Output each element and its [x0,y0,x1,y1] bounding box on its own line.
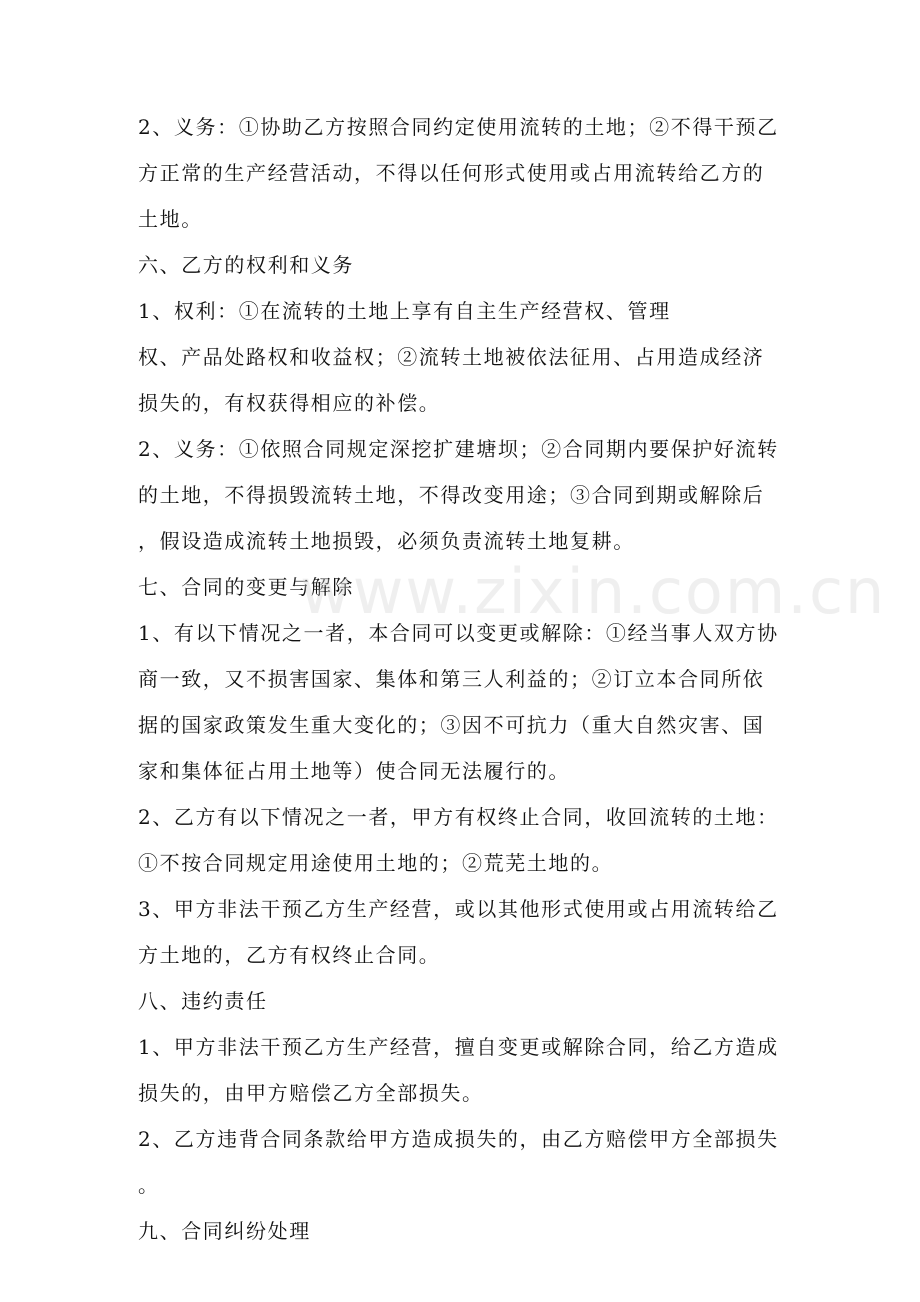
text-line: 家和集体征占用土地等）使合同无法履行的。 [138,759,570,783]
text-line: 2、义务：①协助乙方按照合同约定使用流转的土地；②不得干预乙 [138,115,779,139]
text-line: 方正常的生产经营活动，不得以任何形式使用或占用流转给乙方的 [138,161,765,185]
text-line: 的土地，不得损毁流转土地，不得改变用途；③合同到期或解除后 [138,483,765,507]
text-line: 3、甲方非法干预乙方生产经营，或以其他形式使用或占用流转给乙 [138,897,779,921]
text-line: 。 [138,1173,160,1197]
text-line: ①不按合同规定用途使用土地的；②荒芜土地的。 [138,851,614,875]
document-body [138,104,798,1254]
watermark: www.zixin.com.cn [300,555,887,628]
section-heading: 八、违约责任 [138,989,268,1013]
section-heading: 六、乙方的权利和义务 [138,253,354,277]
section-heading: 七、合同的变更与解除 [138,575,354,599]
text-line: 权、产品处路权和收益权；②流转土地被依法征用、占用造成经济 [138,345,765,369]
text-line: ，假设造成流转土地损毁，必须负责流转土地复耕。 [138,529,635,553]
text-line: 2、乙方违背合同条款给甲方造成损失的，由乙方赔偿甲方全部损失 [138,1127,779,1151]
text-line: 土地。 [138,207,203,231]
text-line: 2、乙方有以下情况之一者，甲方有权终止合同，收回流转的土地： [138,805,779,829]
text-line: 方土地的，乙方有权终止合同。 [138,943,441,967]
section-heading: 九、合同纠纷处理 [138,1219,311,1243]
text-line: 1、有以下情况之一者，本合同可以变更或解除：①经当事人双方协 [138,621,779,645]
text-line: 商一致，又不损害国家、集体和第三人利益的；②订立本合同所依 [138,667,765,691]
text-line: 损失的，有权获得相应的补偿。 [138,391,441,415]
text-line: 1、权利：①在流转的土地上享有自主生产经营权、管理 [138,299,671,323]
text-line: 1、甲方非法干预乙方生产经营，擅自变更或解除合同，给乙方造成 [138,1035,779,1059]
text-line: 损失的，由甲方赔偿乙方全部损失。 [138,1081,484,1105]
text-line: 据的国家政策发生重大变化的；③因不可抗力（重大自然灾害、国 [138,713,765,737]
text-line: 2、义务：①依照合同规定深挖扩建塘坝；②合同期内要保护好流转 [138,437,779,461]
